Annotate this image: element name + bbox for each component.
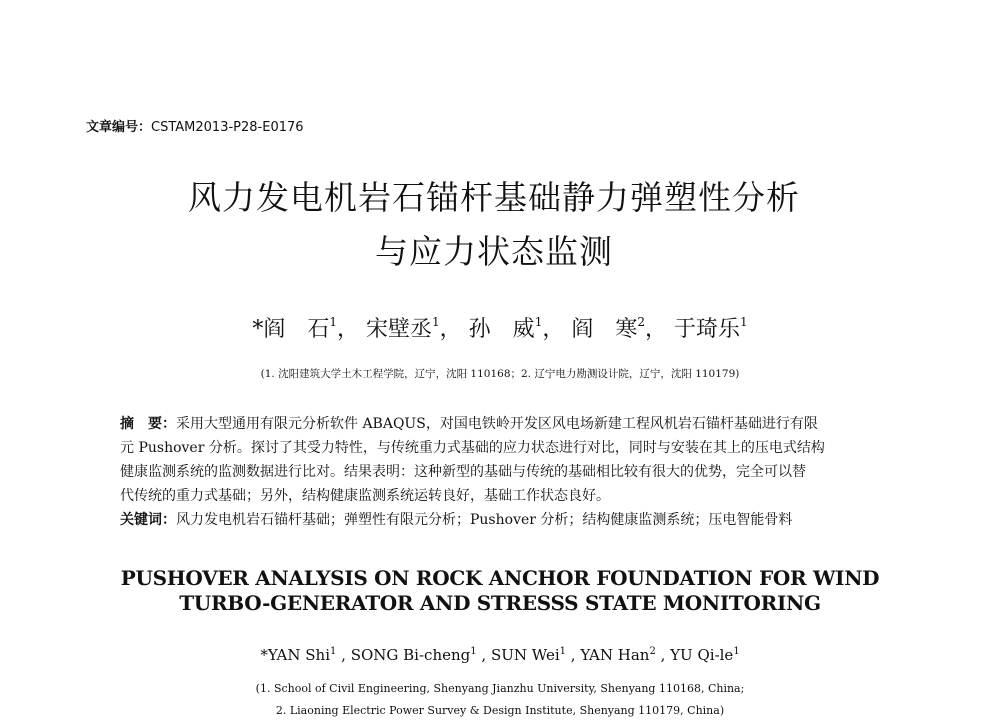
- author-prefix: *: [252, 317, 264, 342]
- author-sep: ，: [439, 317, 462, 342]
- author-name: 孙 威: [468, 317, 535, 342]
- author-name: YAN Han: [580, 646, 650, 664]
- author-name: 于琦乐: [674, 317, 741, 342]
- author-sep: ,: [655, 646, 671, 664]
- author-affil: 1: [733, 646, 740, 657]
- abstract: [120, 412, 890, 508]
- author-sep: ，: [542, 317, 565, 342]
- chinese-authors: [0, 312, 1000, 343]
- author-name: 宋壁丞: [366, 317, 433, 342]
- author-sep: ，: [645, 317, 668, 342]
- author-affil: 1: [432, 315, 440, 329]
- author-name: YU Qi-le: [670, 646, 734, 664]
- author-sep: ，: [336, 317, 359, 342]
- article-number-label: 文章编号：: [86, 120, 152, 135]
- keywords: [120, 508, 890, 532]
- abstract-label: 摘 要：: [120, 416, 176, 432]
- english-affiliation-line-1: (1. School of Civil Engineering, Shenyang Jianzhu University, Shenyang 110168, China;: [255, 682, 745, 695]
- chinese-affiliations: (1. 沈阳建筑大学土木工程学院，辽宁，沈阳 110168；2. 辽宁电力勘测设计院，辽宁，沈阳 110179): [260, 368, 740, 380]
- author-name: SUN Wei: [490, 646, 560, 664]
- abstract-line: 代传统的重力式基础；另外，结构健康监测系统运转良好，基础工作状态良好。: [120, 488, 610, 504]
- author-affil: 1: [330, 646, 337, 657]
- chinese-title-line-2: 与应力状态监测: [375, 232, 613, 271]
- author-affil: 1: [740, 315, 748, 329]
- author-sep: ,: [476, 646, 491, 664]
- article-number: [86, 116, 304, 135]
- author-affil: 1: [559, 646, 566, 657]
- author-sep: ,: [566, 646, 581, 664]
- author-name: 阎 寒: [571, 317, 638, 342]
- chinese-title-line-1: 风力发电机岩石锚杆基础静力弹塑性分析: [188, 178, 800, 217]
- author-affil: 2: [637, 315, 645, 329]
- author-affil: 1: [534, 315, 543, 329]
- english-authors: [0, 646, 1000, 664]
- english-title-line-1: PUSHOVER ANALYSIS ON ROCK ANCHOR FOUNDATION FOR WIND: [120, 566, 880, 590]
- author-affil: 2: [649, 646, 656, 657]
- english-title-line-2: TURBO-GENERATOR AND STRESSS STATE MONITORING: [179, 591, 821, 615]
- keywords-label: 关键词：: [120, 512, 176, 528]
- author-sep: ,: [336, 646, 351, 664]
- author-affil: 1: [329, 315, 337, 329]
- abstract-text: 采用大型通用有限元分析软件 ABAQUS，对国电铁岭开发区风电场新建工程风机岩石锚杆基础进行有限: [176, 416, 818, 432]
- abstract-line: 健康监测系统的监测数据进行比对。结果表明：这种新型的基础与传统的基础相比较有很大的优势，完全可以替: [120, 464, 806, 480]
- keywords-text: 风力发电机岩石锚杆基础；弹塑性有限元分析；Pushover 分析；结构健康监测系统；压电智能骨料: [176, 512, 793, 528]
- abstract-line: 元 Pushover 分析。探讨了其受力特性，与传统重力式基础的应力状态进行对比，同时与安装在其上的压电式结构: [120, 440, 825, 456]
- article-number-value: CSTAM2013-P28-E0176: [151, 120, 304, 135]
- abstract-line: [120, 412, 890, 436]
- author-name: 阎 石: [263, 317, 330, 342]
- english-affiliation-line-2: 2. Liaoning Electric Power Survey & Design Institute, Shenyang 110179, China): [275, 704, 725, 717]
- author-affil: 1: [470, 646, 477, 657]
- author-name: *YAN Shi: [260, 646, 331, 664]
- author-name: SONG Bi-cheng: [350, 646, 471, 664]
